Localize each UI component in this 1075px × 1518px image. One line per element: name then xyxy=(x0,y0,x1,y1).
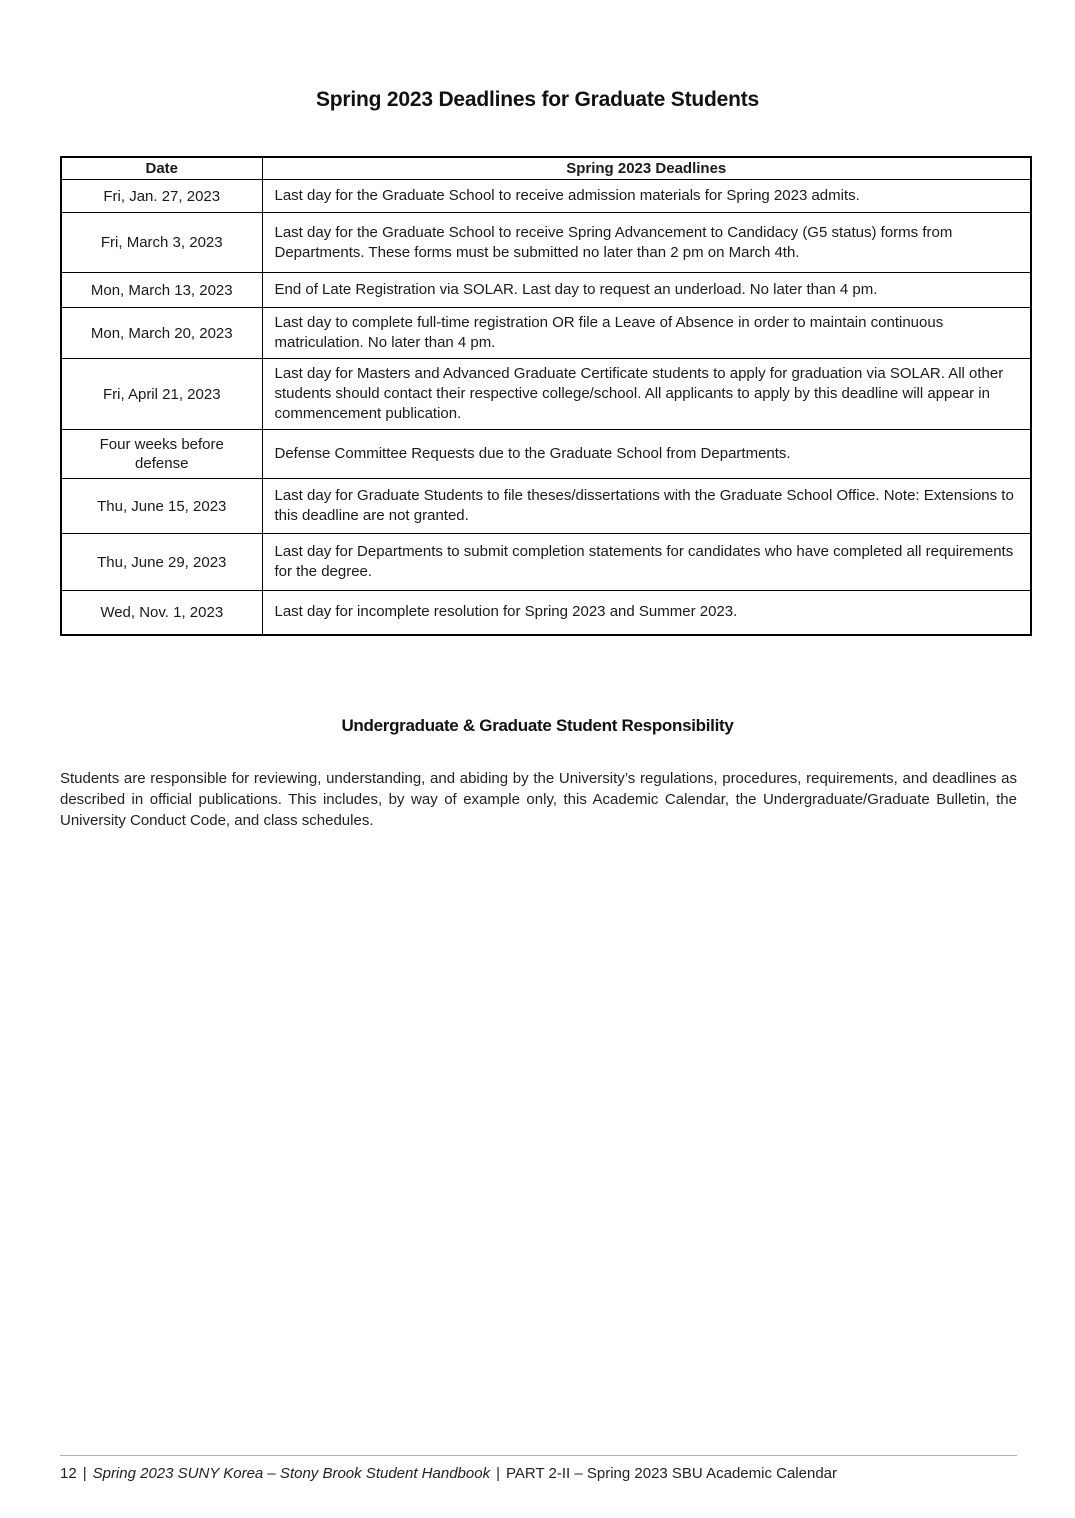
date-cell: Fri, March 3, 2023 xyxy=(61,213,262,273)
table-header-deadlines: Spring 2023 Deadlines xyxy=(262,157,1031,180)
footer xyxy=(60,1455,1017,1482)
deadline-cell: Last day for Masters and Advanced Graduate Certificate students to apply for graduation via SOLAR. All other students should contact their respective college/school. All applicants to apply by this deadline will appear in commencement publication. xyxy=(262,359,1031,430)
deadlines-table xyxy=(60,156,1032,636)
handbook-title: Spring 2023 SUNY Korea – Stony Brook Student Handbook xyxy=(92,1465,491,1482)
date-cell: Thu, June 29, 2023 xyxy=(61,534,262,591)
table-row xyxy=(61,479,1031,534)
table-row xyxy=(61,430,1031,479)
page-number: 12 xyxy=(60,1465,77,1482)
page-title: Spring 2023 Deadlines for Graduate Students xyxy=(315,88,759,111)
table-row xyxy=(61,273,1031,308)
table-row xyxy=(61,213,1031,273)
section-heading: Undergraduate & Graduate Student Responsibility xyxy=(341,715,734,735)
date-cell: Wed, Nov. 1, 2023 xyxy=(61,591,262,635)
deadline-cell: Last day to complete full-time registration OR file a Leave of Absence in order to maintain continuous matriculation. No later than 4 pm. xyxy=(262,308,1031,359)
table-row xyxy=(61,534,1031,591)
deadlines-table-head xyxy=(61,157,1031,180)
deadline-cell: End of Late Registration via SOLAR. Last day to request an underload. No later than 4 pm. xyxy=(262,273,1031,308)
table-row xyxy=(61,359,1031,430)
deadline-cell: Last day for incomplete resolution for Spring 2023 and Summer 2023. xyxy=(262,591,1031,635)
footer-separator: | xyxy=(82,1465,87,1482)
date-cell: Mon, March 13, 2023 xyxy=(61,273,262,308)
footer-text xyxy=(60,1456,1017,1482)
footer-separator: | xyxy=(496,1465,500,1482)
table-row xyxy=(61,308,1031,359)
date-cell: Fri, Jan. 27, 2023 xyxy=(61,180,262,213)
date-cell: Four weeks before defense xyxy=(61,430,262,479)
part-label: PART 2-II – Spring 2023 SBU Academic Calendar xyxy=(505,1465,837,1482)
date-cell: Thu, June 15, 2023 xyxy=(61,479,262,534)
date-cell: Mon, March 20, 2023 xyxy=(61,308,262,359)
deadline-cell: Last day for the Graduate School to receive admission materials for Spring 2023 admits. xyxy=(262,180,1031,213)
table-row xyxy=(61,591,1031,635)
table-header-date: Date xyxy=(61,157,262,180)
deadline-cell: Last day for the Graduate School to receive Spring Advancement to Candidacy (G5 status) forms from Departments. These forms must be submitted no later than 2 pm on March 4th. xyxy=(262,213,1031,273)
deadline-cell: Last day for Departments to submit completion statements for candidates who have completed all requirements for the degree. xyxy=(262,534,1031,591)
deadlines-table-body xyxy=(61,180,1031,635)
deadline-cell: Last day for Graduate Students to file theses/dissertations with the Graduate School Office. Note: Extensions to this deadline are not granted. xyxy=(262,479,1031,534)
table-row xyxy=(61,180,1031,213)
deadline-cell: Defense Committee Requests due to the Graduate School from Departments. xyxy=(262,430,1031,479)
date-cell: Fri, April 21, 2023 xyxy=(61,359,262,430)
table-header-row xyxy=(61,157,1031,180)
section-paragraph: Students are responsible for reviewing, understanding, and abiding by the University’s regulations, procedures, requirements, and deadlines as described in official publications. This includes, by way of example only, this Academic Calendar, the Undergraduate/Graduate Bulletin, the University Conduct Code, and class schedules. xyxy=(60,769,1017,829)
